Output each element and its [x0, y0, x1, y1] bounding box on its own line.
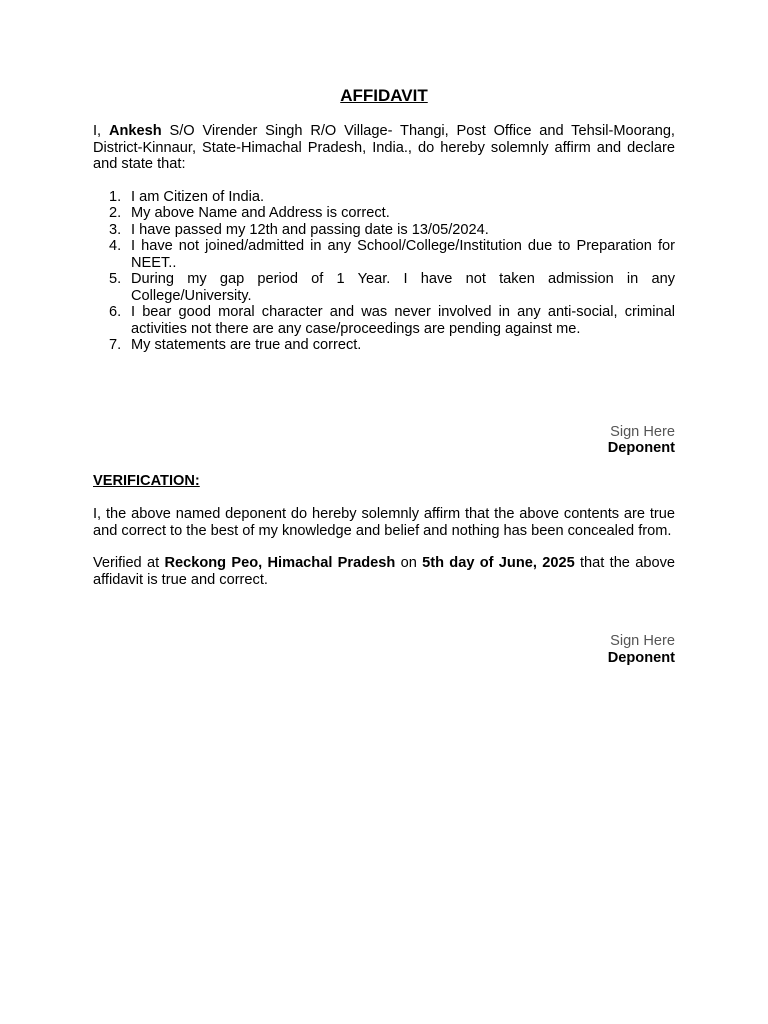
- statements-list: [93, 189, 675, 354]
- verified-on: on: [395, 555, 423, 571]
- list-item: [93, 222, 675, 239]
- list-item-number: 5.: [109, 271, 122, 287]
- list-item: [93, 271, 675, 304]
- affidavit-document: [93, 86, 675, 666]
- list-item-number: 1.: [109, 188, 122, 205]
- signature-block: [93, 424, 675, 457]
- list-item-text: I have not joined/admitted in any School/College/Institution due to Preparation for NEET..: [131, 238, 675, 271]
- list-item-text: I have passed my 12th and passing date is 13/05/2024.: [131, 221, 489, 238]
- list-item-number: 7.: [109, 337, 122, 353]
- intro-text: S/O Virender Singh R/O Village- Thangi, Post Office and Tehsil-Moorang, District-Kinnaur, State-Himachal Pradesh, India., do hereby solemnly affirm and declare and state that:: [93, 123, 675, 172]
- verified-place: Reckong Peo, Himachal Pradesh: [164, 555, 396, 571]
- signature-block: [93, 633, 675, 666]
- list-item-text: I bear good moral character and was never involved in any anti-social, criminal activities not there are any case/proceedings are pending against me.: [131, 304, 675, 337]
- sign-here-label: Sign Here: [610, 423, 675, 440]
- deponent-name: Ankesh: [108, 123, 162, 139]
- verified-prefix: Verified at: [93, 555, 165, 571]
- verified-at-paragraph: [93, 555, 675, 588]
- intro-prefix: I,: [93, 123, 109, 139]
- list-item: [93, 304, 675, 337]
- sign-here-label: Sign Here: [610, 633, 675, 649]
- deponent-label: Deponent: [607, 649, 675, 666]
- list-item: [93, 189, 675, 206]
- verified-date: 5th day of June, 2025: [422, 555, 575, 571]
- verification-heading: VERIFICATION:: [93, 472, 200, 489]
- list-item-text: I am Citizen of India.: [131, 188, 265, 205]
- list-item-number: 3.: [109, 221, 122, 238]
- list-item-number: 6.: [109, 304, 122, 320]
- list-item: [93, 337, 675, 354]
- verified-suffix: that the above affidavit is true and correct.: [93, 555, 675, 588]
- list-item-number: 2.: [109, 205, 122, 221]
- list-item-number: 4.: [109, 238, 122, 254]
- document-title: AFFIDAVIT: [340, 86, 428, 105]
- list-item-text: My statements are true and correct.: [131, 337, 362, 353]
- intro-paragraph: [93, 123, 675, 173]
- list-item-text: My above Name and Address is correct.: [131, 205, 390, 221]
- list-item: [93, 205, 675, 222]
- verification-paragraph: I, the above named deponent do hereby solemnly affirm that the above contents are true and correct to the best of my knowledge and belief and nothing has been concealed from.: [93, 506, 675, 539]
- deponent-label: Deponent: [607, 440, 675, 456]
- list-item-text: During my gap period of 1 Year. I have not taken admission in any College/University.: [131, 271, 675, 304]
- list-item: [93, 238, 675, 271]
